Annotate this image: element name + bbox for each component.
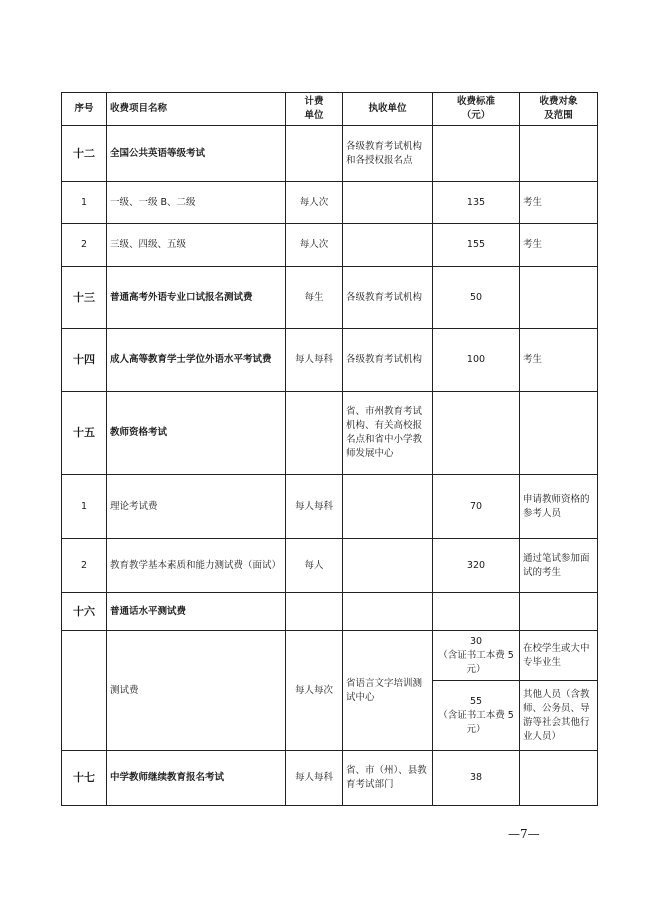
row-target [520,392,598,475]
row-unit [286,593,343,631]
row-unit: 每人次 [286,224,343,267]
page-number: —7— [508,827,540,841]
table-row [62,392,598,475]
header-item: 收费项目名称 [107,93,286,126]
row-item: 教育教学基本素质和能力测试费（面试） [107,539,286,593]
row-unit: 每人每次 [286,631,343,751]
row-target [520,267,598,329]
row-collector: 各级教育考试机构和各授权报名点 [343,126,433,182]
row-standard: 135 [433,182,520,224]
row-collector [343,539,433,593]
fee-table [61,92,598,806]
row-unit: 每人每科 [286,751,343,806]
row-no: 十三 [62,267,107,329]
row-standard: 50 [433,267,520,329]
row-item: 成人高等教育学士学位外语水平考试费 [107,329,286,392]
row-target [520,126,598,182]
row-item: 理论考试费 [107,475,286,539]
row-unit: 每生 [286,267,343,329]
row-no: 2 [62,539,107,593]
row-target: 在校学生或大中专毕业生 [520,631,598,681]
row-standard: 320 [433,539,520,593]
row-no: 2 [62,224,107,267]
row-no: 1 [62,182,107,224]
table-row [62,751,598,806]
row-collector: 各级教育考试机构 [343,267,433,329]
table-row [62,475,598,539]
row-item: 测试费 [107,631,286,751]
row-collector [343,475,433,539]
row-collector [343,224,433,267]
row-collector: 省、市州教育考试机构、有关高校报名点和省中小学教师发展中心 [343,392,433,475]
row-standard: 155 [433,224,520,267]
row-no: 十七 [62,751,107,806]
row-standard: 70 [433,475,520,539]
header-collector: 执收单位 [343,93,433,126]
row-no: 十五 [62,392,107,475]
table-row [62,224,598,267]
row-item: 普通高考外语专业口试报名测试费 [107,267,286,329]
row-collector: 各级教育考试机构 [343,329,433,392]
row-target: 考生 [520,182,598,224]
header-unit: 计费 单位 [286,93,343,126]
row-collector: 省、市（州）、县教育考试部门 [343,751,433,806]
row-standard [433,392,520,475]
row-item: 教师资格考试 [107,392,286,475]
row-no: 1 [62,475,107,539]
row-unit: 每人每科 [286,329,343,392]
row-standard: 55 （含证书工本费 5 元） [433,681,520,751]
header-target: 收费对象 及范围 [520,93,598,126]
row-unit: 每人每科 [286,475,343,539]
row-target: 考生 [520,224,598,267]
row-standard: 100 [433,329,520,392]
row-standard: 30 （含证书工本费 5 元） [433,631,520,681]
row-target [520,751,598,806]
row-item: 普通话水平测试费 [107,593,286,631]
row-no: 十四 [62,329,107,392]
row-collector [343,182,433,224]
row-target: 申请教师资格的参考人员 [520,475,598,539]
row-standard: 38 [433,751,520,806]
row-target: 其他人员（含教师、公务员、导游等社会其他行业人员） [520,681,598,751]
row-target: 考生 [520,329,598,392]
table-row [62,539,598,593]
row-collector: 省语言文字培训测试中心 [343,631,433,751]
row-no: 十六 [62,593,107,631]
table-row [62,267,598,329]
row-unit [286,392,343,475]
row-no: 十二 [62,126,107,182]
header-standard: 收费标准 （元） [433,93,520,126]
header-row [62,93,598,126]
header-no: 序号 [62,93,107,126]
row-item: 全国公共英语等级考试 [107,126,286,182]
row-target: 通过笔试参加面试的考生 [520,539,598,593]
table-row [62,182,598,224]
row-no [62,631,107,751]
row-standard [433,593,520,631]
row-unit: 每人 [286,539,343,593]
table-row [62,329,598,392]
row-collector [343,593,433,631]
row-item: 一级、一级 B、二级 [107,182,286,224]
row-target [520,593,598,631]
table-row [62,631,598,681]
row-unit [286,126,343,182]
table-row [62,593,598,631]
row-unit: 每人次 [286,182,343,224]
row-item: 三级、四级、五级 [107,224,286,267]
row-item: 中学教师继续教育报名考试 [107,751,286,806]
table-row [62,126,598,182]
row-standard [433,126,520,182]
